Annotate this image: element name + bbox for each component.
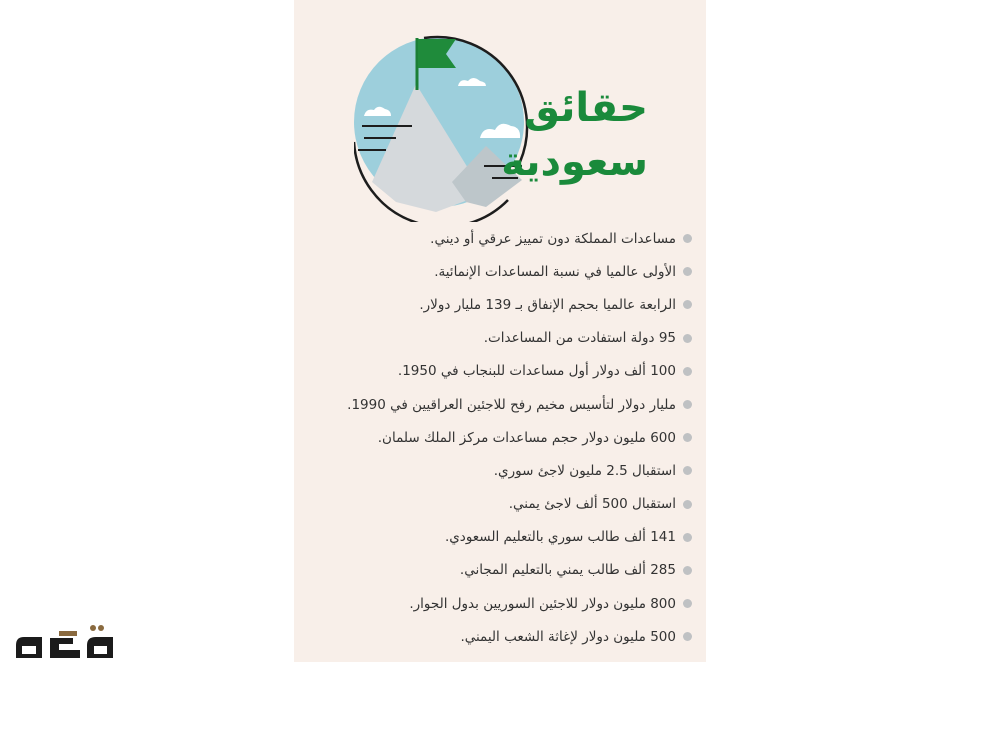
fact-text: 100 ألف دولار أول مساعدات للبنجاب في 1950. [397,363,676,380]
fact-text: 600 مليون دولار حجم مساعدات مركز الملك سلمان. [377,429,676,446]
fact-item [294,488,692,521]
fact-item [294,421,692,454]
fact-item [294,255,692,288]
bullet-icon [683,400,692,409]
fact-item [294,322,692,355]
bullet-icon [683,300,692,309]
fact-text: الرابعة عالميا بحجم الإنفاق بـ 139 مليار دولار. [419,296,676,313]
bullet-icon [683,433,692,442]
fact-text: 95 دولة استفادت من المساعدات. [483,330,676,347]
bullet-icon [683,466,692,475]
bullet-icon [683,234,692,243]
bullet-icon [683,632,692,641]
fact-item [294,587,692,620]
fact-text: 285 ألف طالب يمني بالتعليم المجاني. [459,562,676,579]
fact-item [294,288,692,321]
bullet-icon [683,533,692,542]
fact-text: مساعدات المملكة دون تمييز عرقي أو ديني. [430,230,676,247]
fact-text: 500 مليون دولار لإغاثة الشعب اليمني. [460,628,676,645]
fact-text: 141 ألف طالب سوري بالتعليم السعودي. [444,529,676,546]
fact-item [294,521,692,554]
fact-item [294,355,692,388]
facts-list [294,222,692,653]
fact-item [294,222,692,255]
title-line-1: حقائق [524,85,648,131]
title-line-2: سعودية [501,139,648,185]
bullet-icon [683,566,692,575]
bullet-icon [683,334,692,343]
bullet-icon [683,500,692,509]
fact-text: 800 مليون دولار للاجئين السوريين بدول الجوار. [409,595,676,612]
makkah-logo-icon [12,620,116,666]
fact-text: استقبال 500 ألف لاجئ يمني. [508,496,676,513]
bullet-icon [683,599,692,608]
fact-item [294,620,692,653]
fact-item [294,554,692,587]
bullet-icon [683,367,692,376]
fact-text: مليار دولار لتأسيس مخيم رفح للاجئين العراقيين في 1990. [347,396,676,413]
infographic-card [294,0,706,662]
fact-item [294,388,692,421]
fact-text: استقبال 2.5 مليون لاجئ سوري. [493,462,676,479]
bullet-icon [683,267,692,276]
fact-text: الأولى عالميا في نسبة المساعدات الإنمائية. [434,263,676,280]
makkah-logo [12,620,116,666]
fact-item [294,454,692,487]
